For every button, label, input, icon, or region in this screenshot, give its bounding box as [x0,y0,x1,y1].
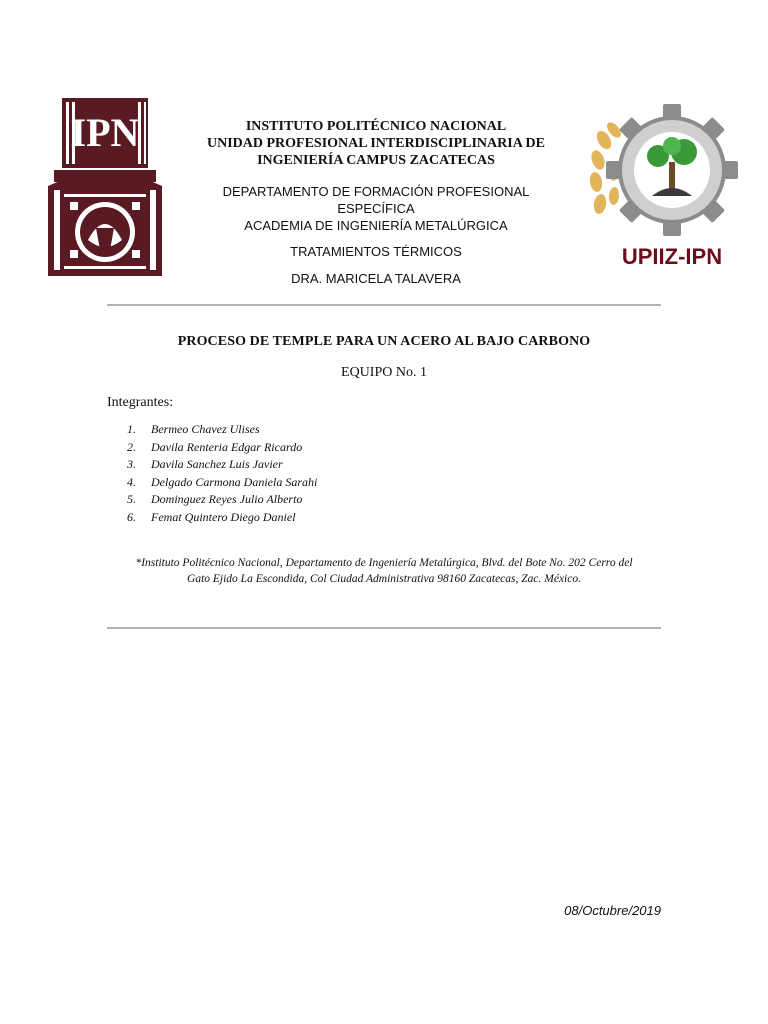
members-list [127,421,317,526]
document-title: PROCESO DE TEMPLE PARA UN ACERO AL BAJO CARBONO [177,334,591,349]
member-name: Davila Sanchez Luis Javier [151,457,283,471]
list-item-number: 6. [127,509,136,524]
list-item-number: 4. [127,474,136,489]
top-divider [107,304,661,306]
list-item [127,474,317,492]
institution-line-2: UNIDAD PROFESIONAL INTERDISCIPLINARIA DE [206,136,545,151]
list-item [127,491,317,509]
document-date: 08/Octubre/2019 [564,903,661,918]
affiliation-line-1: *Instituto Politécnico Nacional, Departamento de Ingeniería Metalúrgica, Blvd. del Bote No. 202 Cerro del [135,557,633,569]
institution-line-1: INSTITUTO POLITÉCNICO NACIONAL [245,119,507,134]
list-item-number: 2. [127,439,136,454]
ipn-logo-letters: IPN [70,110,140,155]
team-label: EQUIPO No. 1 [341,365,427,380]
member-name: Femat Quintero Diego Daniel [151,509,296,524]
upiiz-logo-label: UPIIZ-IPN [621,244,723,269]
list-item [127,509,317,527]
member-name: Delgado Carmona Daniela Sarahi [151,474,318,489]
affiliation-note [107,555,661,587]
affiliation-line-2: Gato Ejido La Escondida, Col Ciudad Administrativa 98160 Zacatecas, Zac. México. [187,573,581,585]
header-block [186,118,566,286]
members-label: Integrantes: [107,395,174,410]
bottom-divider [107,627,661,629]
member-name: Davila Renteria Edgar Ricardo [151,439,303,454]
member-name: Bermeo Chavez Ulises [151,422,260,436]
list-item [127,421,317,439]
department-block [186,183,566,234]
department-line-1: DEPARTAMENTO DE FORMACIÓN PROFESIONAL ESPECÍFICA [222,184,530,216]
member-name: Dominguez Reyes Julio Alberto [151,492,303,506]
ipn-logo [44,90,166,278]
list-item-number: 1. [127,422,136,436]
list-item [127,456,317,474]
department-line-2: ACADEMIA DE INGENIERÍA METALÚRGICA [244,218,508,233]
list-item-number: 5. [127,492,136,506]
upiiz-logo [584,100,746,272]
professor-name: DRA. MARICELA TALAVERA [291,271,461,286]
course-name: TRATAMIENTOS TÉRMICOS [290,244,462,259]
list-item [127,439,317,457]
list-item-number: 3. [127,457,136,471]
institution-line-3: INGENIERÍA CAMPUS ZACATECAS [257,153,495,168]
